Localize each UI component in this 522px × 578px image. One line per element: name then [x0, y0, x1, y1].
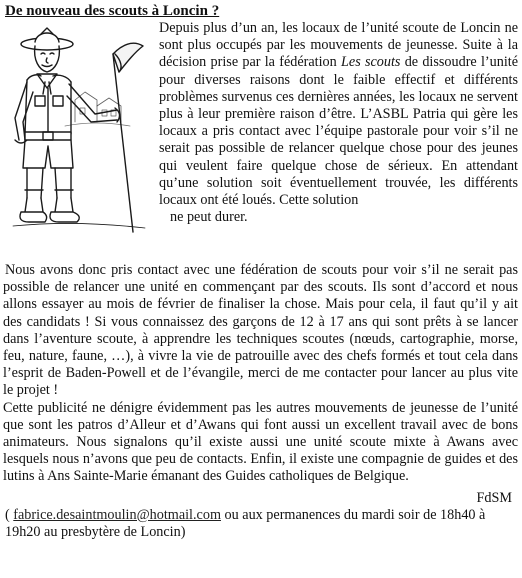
signature: FdSM [476, 489, 512, 506]
contact-open: ( [5, 506, 14, 523]
intro-text: Depuis plus d’un an, les locaux de l’unité scoute de Loncin ne sont plus occupés par les mouvements de jeunesse. Suite à la décision prise par la fédération Les scouts de dissoudre l’unité pour diverses raisons dont le faible effectif et différents problèmes survenus ces dernières années, les locaux ne servent plus à leur première raison d’être. L’ASBL Patria qui gère les locaux a pris contact avec l’équipe pastorale pour voir s’il ne serait pas possible de relancer quelque chose pour des jeunes qui veulent faire quelque chose de sérieux. En attendant qu’une solution soit éventuellement trouvée, les différents locaux ont été loués. Cette solution [159, 20, 519, 209]
scout-drawing-icon [5, 22, 153, 234]
federation-name: Les scouts [341, 54, 401, 71]
contact-rest: ou aux permanences du mardi soir de 18h40 à 19h20 au presbytère de Loncin) [5, 506, 486, 541]
paragraph-2: Nous avons donc pris contact avec une fédération de scouts pour voir s’il ne serait pas possible de relancer une unité en commençant par des scouts. Ils sont d’accord et nous allons essayer au mois de février de finaliser la chose. Mais pour cela, il faut qu’il y ait des candidats ! Si vous connaissez des garçons de 12 à 17 ans qui sont prêts à se lancer dans l’aventure scoute, à apprendre les techniques scoutes (nœuds, cartographie, morse, feu, nature, faune, …), à vivre la vie de patrouille avec des chefs formés et tout cela dans l’esprit de Baden-Powell et de l’évangile, merci de me contacter pour lancer au plus vite le projet ! [3, 262, 518, 399]
contact-email-link[interactable]: fabrice.desaintmoulin@hotmail.com [13, 506, 221, 523]
contact-line [3, 507, 518, 541]
paragraph-3: Cette publicité ne dénigre évidemment pas les autres mouvements de jeunesse de l’unité que sont les patros d’Alleur et d’Awans qui font aussi un excellent travail avec de bons animateurs. Nous signalons qu’il existe aussi une unité scoute mixte à Awans avec lesquels nous n’avons que peu de contacts. Enfin, il existe une compagnie de guides et des lutins à Ans Sainte-Marie émanant des Guides catholiques de Belgique. [3, 399, 518, 485]
article-title: De nouveau des scouts à Loncin ? [5, 3, 220, 19]
intro-end-text: ne peut durer. [170, 209, 248, 226]
